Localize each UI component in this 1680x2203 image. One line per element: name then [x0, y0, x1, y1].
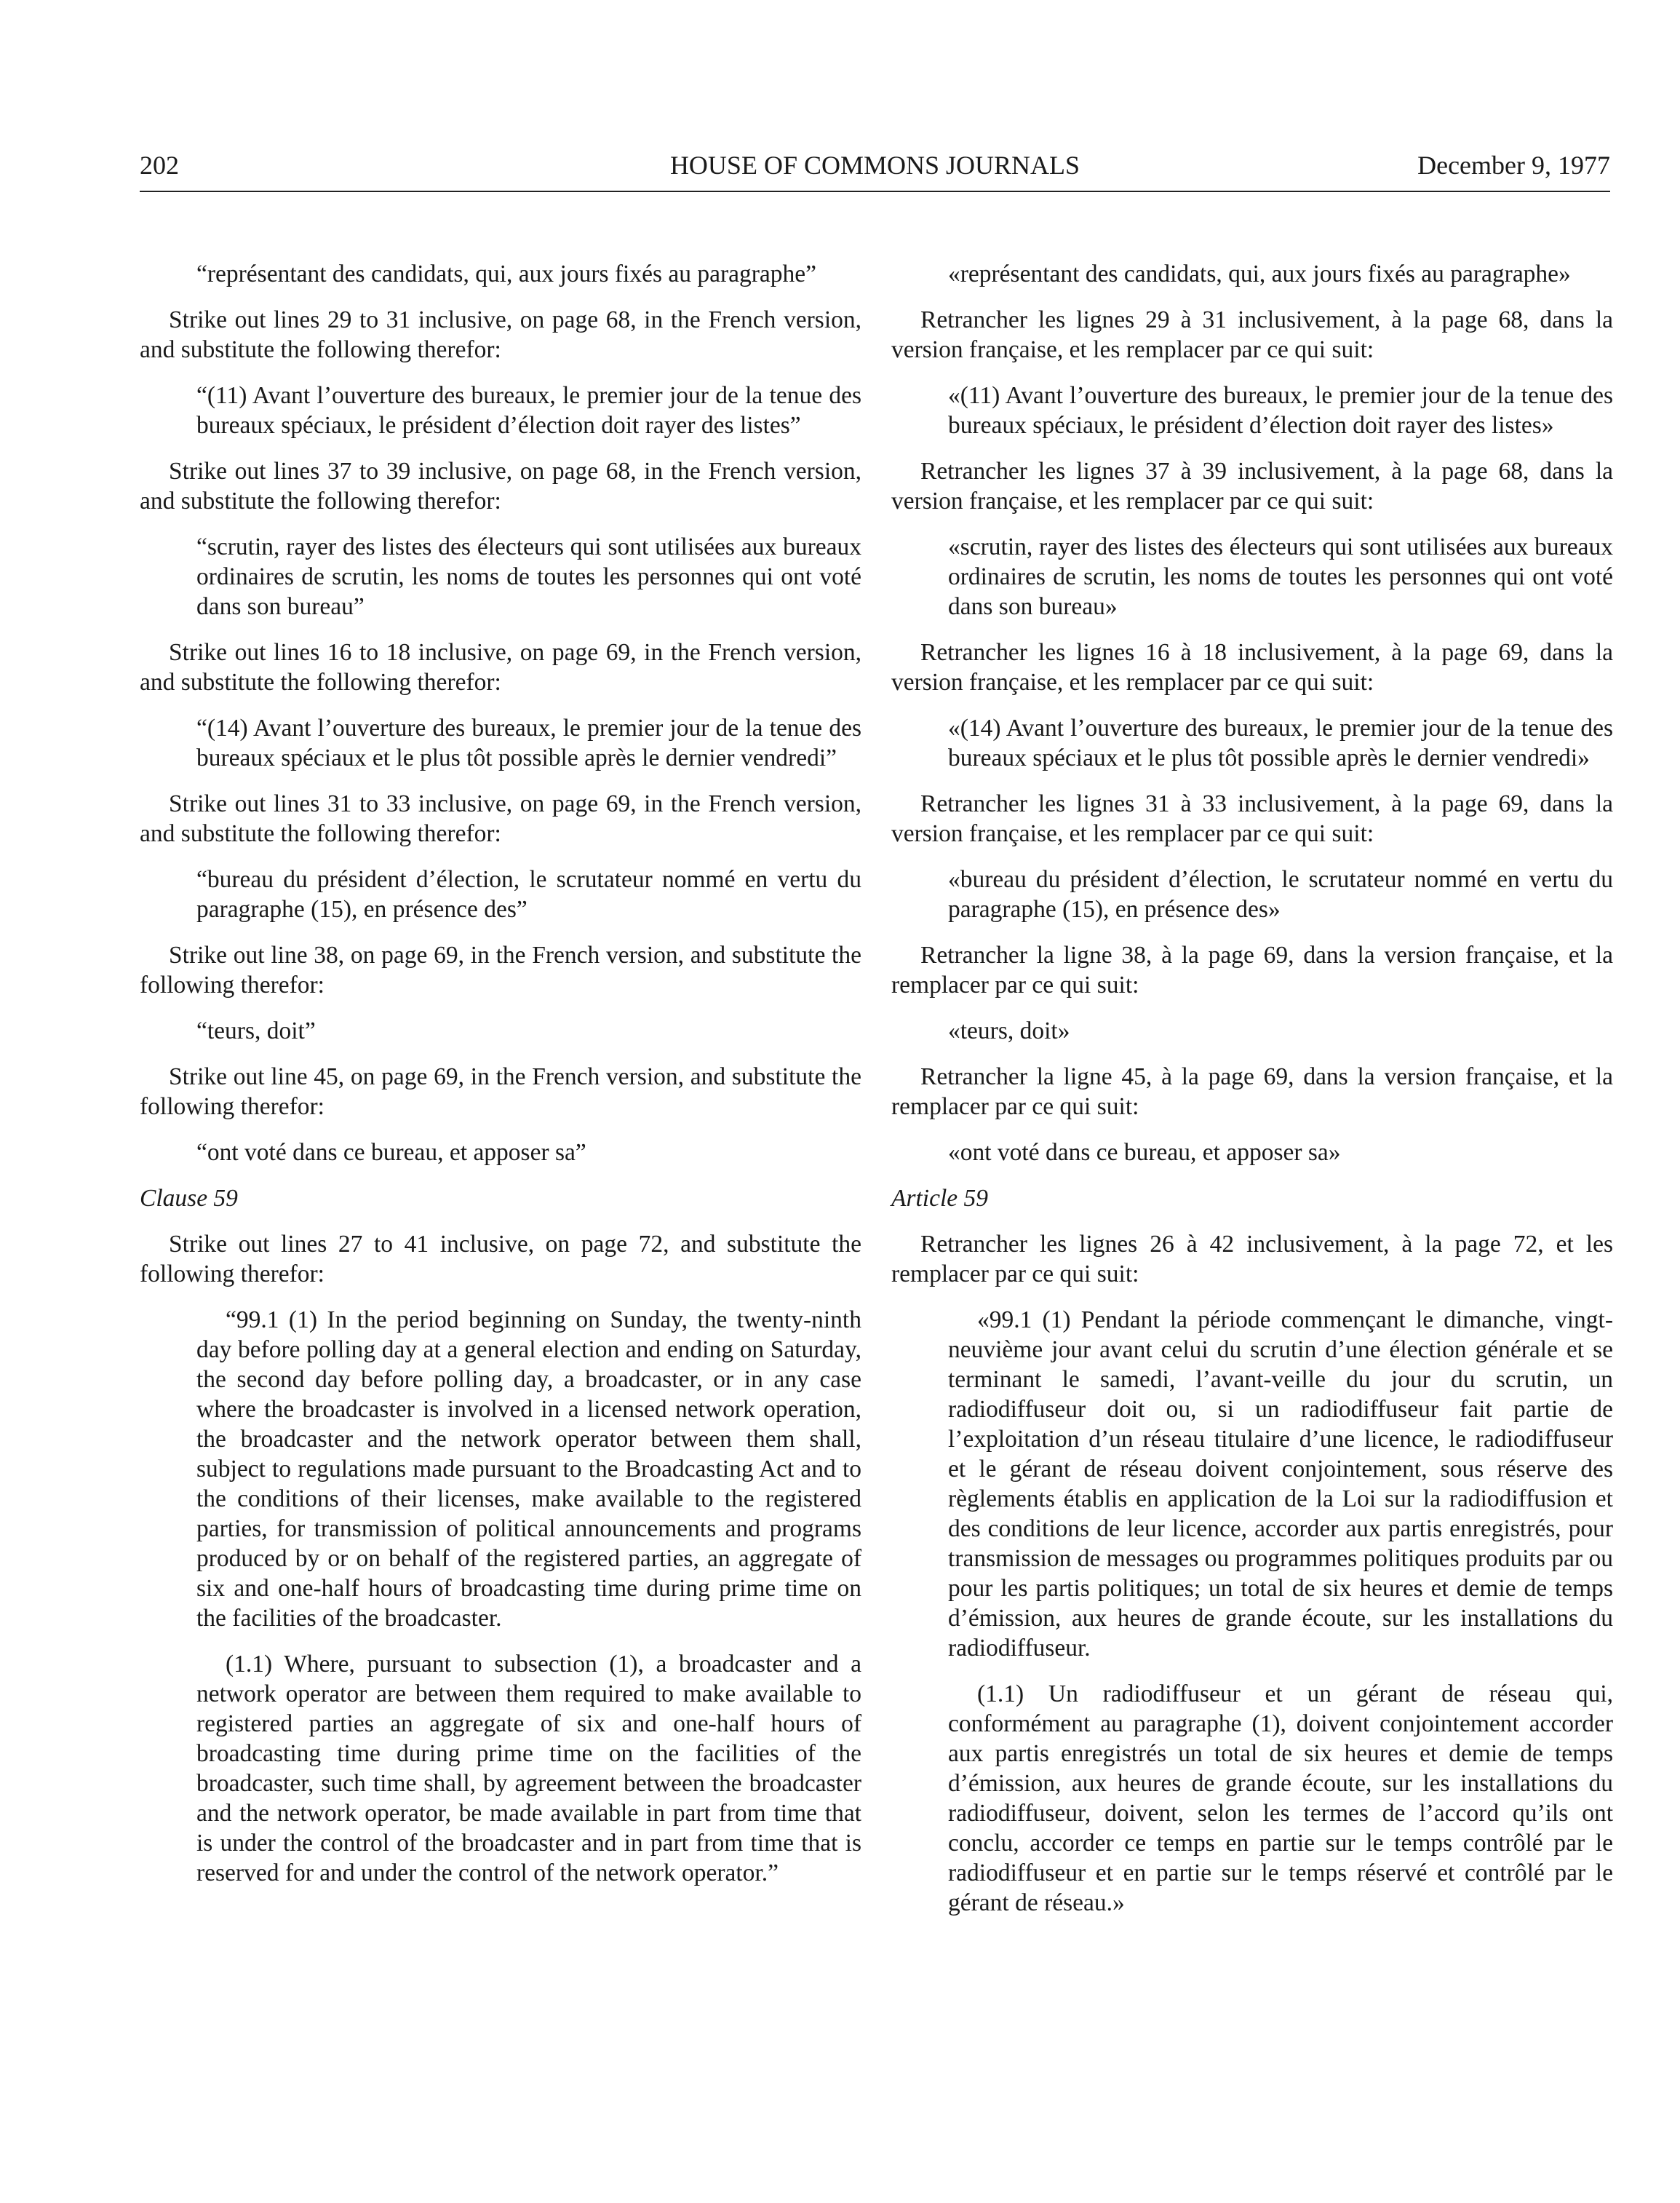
quoted-amendment: “(14) Avant l’ouverture des bureaux, le premier jour de la tenue des bureaux spéciaux et le plus tôt possible après le dernier vendredi” [196, 715, 861, 771]
quoted-amendment: «scrutin, rayer des listes des électeurs qui sont utilisées aux bureaux ordinaires de scrutin, les noms de toutes les personnes qui ont voté dans son bureau» [948, 533, 1613, 620]
journal-title: HOUSE OF COMMONS JOURNALS [669, 151, 1080, 180]
instruction-paragraph: Strike out line 45, on page 69, in the French version, and substitute the following therefor: [140, 1063, 861, 1120]
instruction-paragraph: Strike out lines 31 to 33 inclusive, on page 69, in the French version, and substitute the following therefor: [140, 790, 861, 847]
page-header [140, 147, 1610, 192]
quoted-amendment: “99.1 (1) In the period beginning on Sunday, the twenty-ninth day before polling day at a general election and ending on Saturday, the second day before polling day, a broadcaster, or in any case where the broadcaster is involved in a licensed network operation, the broadcaster and the network operator between them shall, subject to regulations made pursuant to the Broadcasting Act and to the conditions of their licenses, make available to the registered parties, for transmission of political announcements and programs produced by or on behalf of the registered parties, an aggregate of six and one-half hours of broadcasting time during prime time on the facilities of the broadcaster. [196, 1306, 861, 1632]
quoted-amendment: «représentant des candidats, qui, aux jours fixés au paragraphe» [948, 261, 1571, 287]
article-heading: Article 59 [891, 1185, 989, 1212]
instruction-paragraph: Retrancher la ligne 45, à la page 69, dans la version française, et la remplacer par ce qui suit: [891, 1063, 1613, 1120]
quoted-amendment: «ont voté dans ce bureau, et apposer sa» [948, 1139, 1341, 1166]
instruction-paragraph: Strike out lines 16 to 18 inclusive, on page 69, in the French version, and substitute the following therefor: [140, 639, 861, 696]
quoted-amendment: “ont voté dans ce bureau, et apposer sa” [196, 1139, 586, 1166]
quoted-amendment: «(14) Avant l’ouverture des bureaux, le premier jour de la tenue des bureaux spéciaux et le plus tôt possible après le dernier vendredi» [948, 715, 1613, 771]
instruction-paragraph: Retrancher les lignes 29 à 31 inclusivement, à la page 68, dans la version française, et les remplacer par ce qui suit: [891, 306, 1613, 363]
page-number: 202 [140, 151, 179, 180]
quoted-amendment: «99.1 (1) Pendant la période commençant le dimanche, vingt-neuvième jour avant celui du scrutin d’une élection générale et se terminant le samedi, l’avant-veille du jour du scrutin, un radiodiffuseur doit ou, si un radiodiffuseur fait partie de l’exploitation d’un réseau titulaire d’une licence, le radiodiffuseur et le gérant de réseau doivent conjointement, sous réserve des règlements établis en application de la Loi sur la radiodiffusion et des conditions de leur licence, accorder aux partis enregistrés, pour transmission de messages ou programmes politiques produits par ou pour les partis politiques; un total de six heures et demie de temps d’émission, aux heures de grande écoute, sur les installations du radiodiffuseur. [948, 1306, 1613, 1662]
instruction-paragraph: Strike out lines 27 to 41 inclusive, on page 72, and substitute the following therefor: [140, 1231, 861, 1287]
instruction-paragraph: Retrancher les lignes 37 à 39 inclusivement, à la page 68, dans la version française, et les remplacer par ce qui suit: [891, 458, 1613, 515]
instruction-paragraph: Retrancher les lignes 31 à 33 inclusivement, à la page 69, dans la version française, et les remplacer par ce qui suit: [891, 790, 1613, 847]
quoted-amendment: “représentant des candidats, qui, aux jours fixés au paragraphe” [196, 261, 817, 287]
english-column [140, 259, 861, 1904]
clause-heading: Clause 59 [140, 1185, 238, 1212]
quoted-amendment: “bureau du président d’élection, le scrutateur nommé en vertu du paragraphe (15), en présence des” [196, 866, 861, 923]
instruction-paragraph: Retrancher les lignes 26 à 42 inclusivement, à la page 72, et les remplacer par ce qui suit: [891, 1231, 1613, 1287]
quoted-amendment: “teurs, doit” [196, 1017, 316, 1044]
quoted-amendment: «(11) Avant l’ouverture des bureaux, le premier jour de la tenue des bureaux spéciaux, le président d’élection doit rayer des listes» [948, 382, 1613, 439]
quoted-amendment: «teurs, doit» [948, 1017, 1070, 1044]
journal-date: December 9, 1977 [1417, 151, 1610, 180]
instruction-paragraph: Strike out lines 37 to 39 inclusive, on page 68, in the French version, and substitute the following therefor: [140, 458, 861, 515]
french-column [891, 259, 1613, 1934]
quoted-amendment: “scrutin, rayer des listes des électeurs qui sont utilisées aux bureaux ordinaires de scrutin, les noms de toutes les personnes qui ont voté dans son bureau” [196, 533, 861, 620]
quoted-amendment: (1.1) Un radiodiffuseur et un gérant de réseau qui, conformément au paragraphe (1), doivent conjointement accorder aux partis enregistrés un total de six heures et demie de temps d’émission, aux heures de grande écoute, sur les installations du radiodiffuseur, doivent, selon les termes de l’accord qu’ils ont conclu, accorder ce temps en partie sur le temps contrôlé par le radiodiffuseur et en partie sur le temps réservé et contrôlé par le gérant de réseau.» [948, 1680, 1613, 1916]
instruction-paragraph: Retrancher les lignes 16 à 18 inclusivement, à la page 69, dans la version française, et les remplacer par ce qui suit: [891, 639, 1613, 696]
quoted-amendment: (1.1) Where, pursuant to subsection (1), a broadcaster and a network operator are between them required to make available to registered parties an aggregate of six and one-half hours of broadcasting time during prime time on the facilities of the broadcaster, such time shall, by agreement between the broadcaster and the network operator, be made available in part from time that is under the control of the broadcaster and in part from time that is reserved for and under the control of the network operator.” [196, 1651, 861, 1886]
quoted-amendment: “(11) Avant l’ouverture des bureaux, le premier jour de la tenue des bureaux spéciaux, le président d’élection doit rayer des listes” [196, 382, 861, 439]
instruction-paragraph: Retrancher la ligne 38, à la page 69, dans la version française, et la remplacer par ce qui suit: [891, 942, 1613, 999]
quoted-amendment: «bureau du président d’élection, le scrutateur nommé en vertu du paragraphe (15), en présence des» [948, 866, 1613, 923]
instruction-paragraph: Strike out lines 29 to 31 inclusive, on page 68, in the French version, and substitute the following therefor: [140, 306, 861, 363]
instruction-paragraph: Strike out line 38, on page 69, in the French version, and substitute the following therefor: [140, 942, 861, 999]
